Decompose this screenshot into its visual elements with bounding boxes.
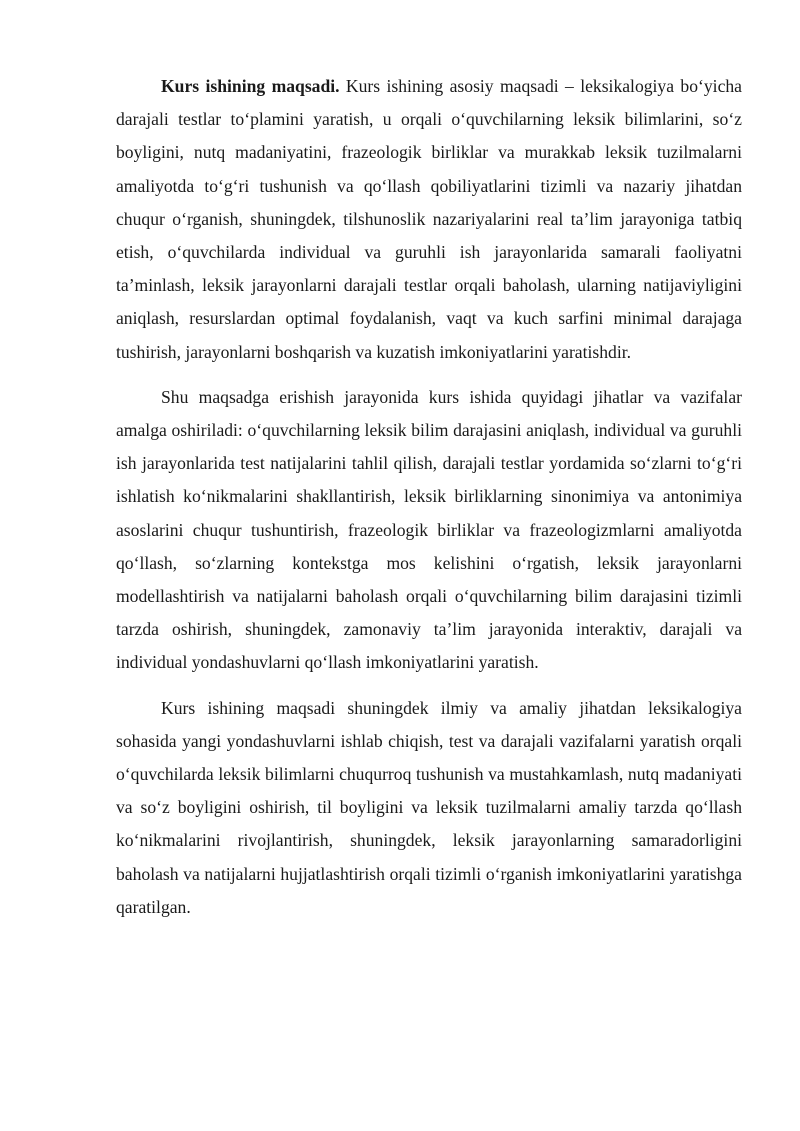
paragraph-heading: Kurs ishining maqsadi. <box>161 76 340 96</box>
document-page <box>116 70 742 924</box>
paragraph-tasks: Shu maqsadga erishish jarayonida kurs ishida quyidagi jihatlar va vazifalar amalga oshiriladi: o‘quvchilarning leksik bilim darajasini aniqlash, individual va guruhli ish jarayonlarida test natijalarini tahlil qilish, darajali testlar yordamida so‘zlarni to‘g‘ri ishlatish ko‘nikmalarini shakllantirish, leksik birliklarning sinonimiya va antonimiya asoslarini chuqur tushuntirish, frazeologik birliklar va frazeologizmlarni amaliyotda qo‘llash, so‘zlarning kontekstga mos kelishini o‘rgatish, leksik jarayonlarni modellashtirish va natijalarni baholash orqali o‘quvchilarning bilim darajasini tizimli tarzda oshirish, shuningdek, zamonaviy ta’lim jarayonida interaktiv, darajali va individual yondashuvlarni qo‘llash imkoniyatlarini yaratish. <box>116 386 742 673</box>
paragraph-text: Kurs ishining asosiy maqsadi – leksikalogiya bo‘yicha darajali testlar to‘plamini yaratish, u orqali o‘quvchilarning leksik bilimlarini, so‘z boyligini, nutq madaniyatini, frazeologik birliklar va murakkab leksik tuzilmalarni amaliyotda to‘g‘ri tushunish va qo‘llash qobiliyatlarini tizimli va nazariy jihatdan chuqur o‘rganish, shuningdek, tilshunoslik nazariyalarini real ta’lim jarayoniga tatbiq etish, o‘quvchilarda individual va guruhli ish jarayonlarida samarali faoliyatni ta’minlash, leksik jarayonlarni darajali testlar orqali baholash, ularning natijaviyligini aniqlash, resurslardan optimal foydalanish, vaqt va kuch sarfini minimal darajaga tushirish, jarayonlarni boshqarish va kuzatish imkoniyatlarini yaratishdir. <box>116 76 742 362</box>
paragraph-goal <box>116 70 742 369</box>
paragraph-scientific-goal: Kurs ishining maqsadi shuningdek ilmiy va amaliy jihatdan leksikalogiya sohasida yangi yondashuvlarni ishlab chiqish, test va darajali vazifalarni yaratish orqali o‘quvchilarda leksik bilimlarni chuqurroq tushunish va mustahkamlash, nutq madaniyati va so‘z boyligini oshirish, til boyligini va leksik tuzilmalarni amaliy tarzda qo‘llash ko‘nikmalarini rivojlantirish, shuningdek, leksik jarayonlarning samaradorligini baholash va natijalarni hujjatlashtirish orqali tizimli o‘rganish imkoniyatlarini yaratishga qaratilgan. <box>116 697 742 917</box>
